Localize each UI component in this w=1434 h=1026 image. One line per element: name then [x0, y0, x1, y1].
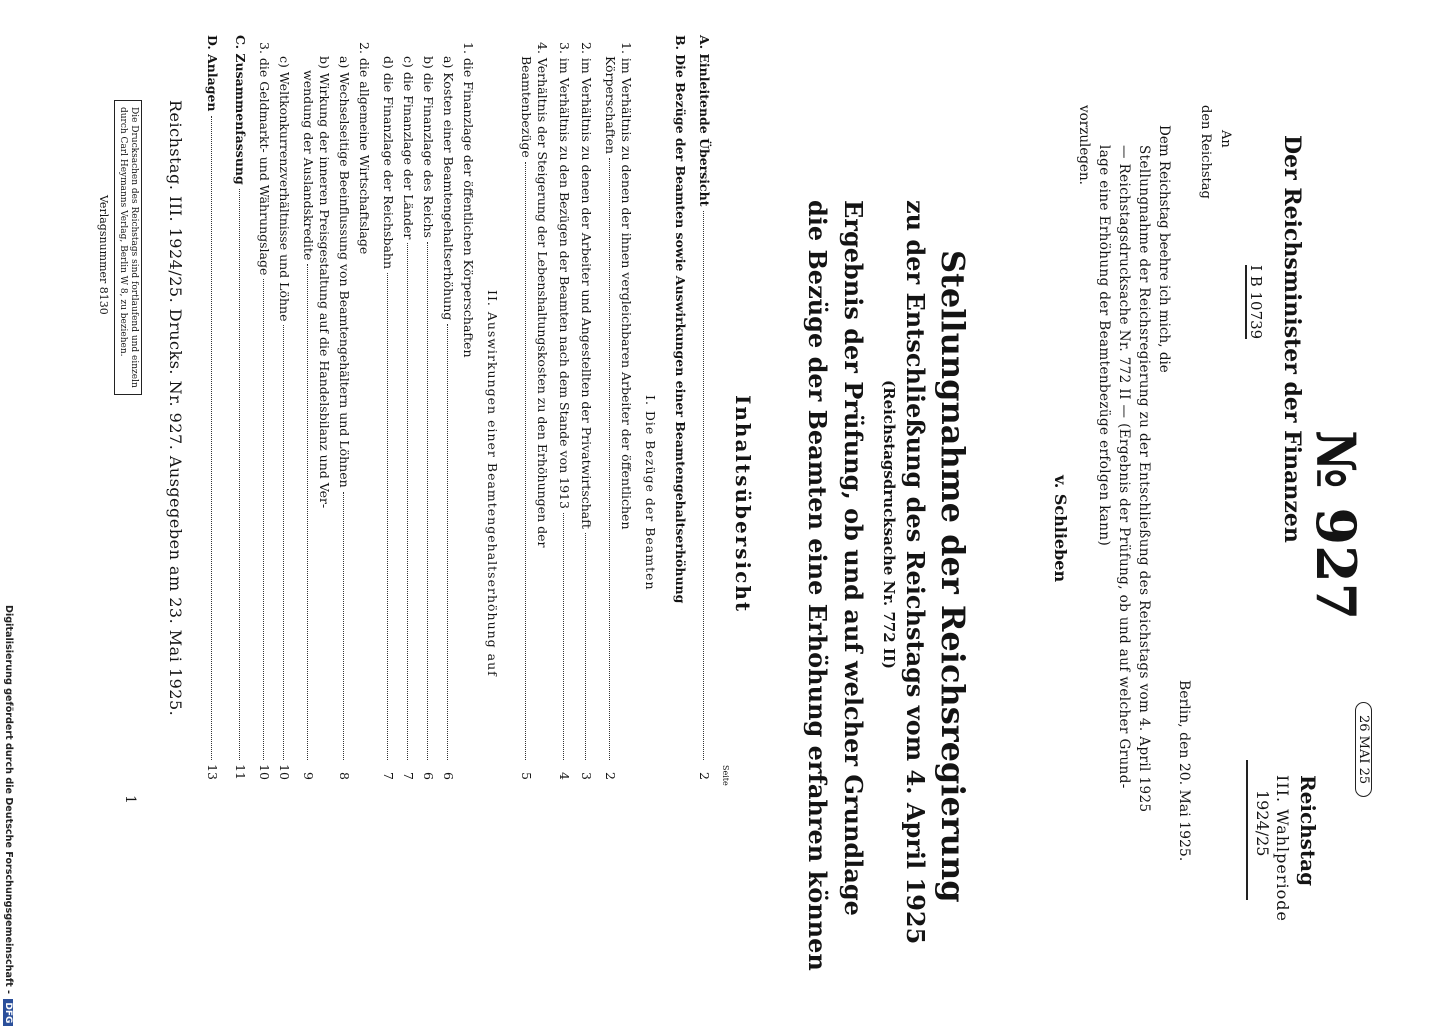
toc-entry-ii1b[interactable] [420, 56, 436, 780]
toc-entry-label: b) die Finanzlage des Reichs [421, 56, 436, 238]
toc-entry-ii2[interactable] [356, 42, 372, 780]
toc-entry-label: D. Anlagen [205, 35, 220, 112]
toc-leader-dots [525, 162, 526, 760]
toc-entry-i3[interactable] [556, 42, 572, 780]
letter-body-line4: lage eine Erhöhung der Beamtenbezüge erfolgen kann) [1096, 145, 1112, 547]
toc-entry-label: C. Zusammenfassung [233, 35, 248, 185]
doc-title-reference: (Reichstagsdrucksache Nr. 772 II) [880, 380, 898, 670]
toc-entry-label: c) die Finanzlage der Länder [401, 56, 416, 240]
toc-page-number: 4 [557, 772, 572, 780]
toc-page-number: 2 [603, 772, 618, 780]
toc-page-number: 5 [519, 772, 534, 780]
toc-entry-label: 1. die Finanzlage der öffentlichen Körperschaften [461, 42, 476, 358]
toc-entry-label: B. Die Bezüge der Beamten sowie Auswirkungen einer Beamtengehaltserhöhung [673, 35, 688, 604]
publication-line: Reichstag. III. 1924/25. Drucks. Nr. 927. Ausgegeben am 23. Mai 1925. [166, 100, 185, 717]
toc-leader-dots [211, 116, 212, 760]
dfg-logo: DFG [3, 999, 13, 1026]
imprint-line2: durch Carl Heymanns Verlag, Berlin W 8, zu beziehen. [118, 107, 128, 357]
toc-leader-dots [239, 189, 240, 760]
letter-body-line1: Dem Reichstag beehre ich mich, die [1156, 125, 1172, 373]
toc-leader-dots [307, 264, 308, 760]
toc-leader-dots [427, 242, 428, 760]
toc-entry-label: b) Wirkung der inneren Preisgestaltung auf die Handelsbilanz und Ver- [317, 56, 332, 509]
toc-entry-d[interactable] [204, 35, 220, 780]
toc-page-number: 7 [401, 772, 416, 780]
toc-entry-i2[interactable] [578, 42, 594, 780]
toc-entry-label-cont: wendung der Auslandskredite [301, 70, 316, 261]
toc-leader-dots [263, 279, 264, 760]
toc-entry-label: 2. die allgemeine Wirtschaftslage [357, 42, 372, 255]
letter-body-line3: — Reichstagsdrucksache Nr. 772 II — (Ergebnis der Prüfung, ob und auf welcher Grund- [1116, 145, 1132, 789]
document-number: № 927 [1304, 430, 1368, 621]
toc-heading: Inhaltsübersicht [731, 395, 755, 614]
toc-entry-label-cont: Körperschaften [603, 56, 618, 154]
addressee-line2: den Reichstag [1198, 105, 1213, 199]
toc-entry-ii1d[interactable] [380, 56, 396, 780]
toc-leader-dots [387, 273, 388, 760]
toc-page-number: 7 [381, 772, 396, 780]
toc-entry-ii1c[interactable] [400, 56, 416, 780]
toc-entry-ii1a[interactable] [440, 56, 456, 780]
toc-leader-dots [563, 513, 564, 760]
toc-leader-dots [407, 243, 408, 760]
toc-entry-label: c) Weltkonkurrenzverhältnisse und Löhne [277, 56, 292, 322]
toc-seite-label: Seite [721, 765, 730, 786]
toc-entry-label: 4. Verhältnis der Steigerung der Lebenshaltungskosten zu den Erhöhungen der [535, 42, 550, 548]
toc-page-number: 11 [233, 764, 248, 780]
toc-entry-ii3[interactable] [256, 42, 272, 780]
toc-page-number: 6 [441, 772, 456, 780]
toc-page-number: 9 [301, 772, 316, 780]
toc-page-number: 10 [257, 764, 272, 780]
toc-entry-c[interactable] [232, 35, 248, 780]
toc-page-number: 2 [697, 772, 712, 780]
toc-entry-label: d) die Finanzlage der Reichsbahn [381, 56, 396, 270]
toc-entry-b[interactable] [672, 35, 688, 780]
doc-title: Stellungnahme der Reichsregierung [934, 250, 972, 903]
toc-entry-label: 1. im Verhältnis zu denen der ihnen vergleichbaren Arbeiter der öffentlichen [619, 42, 634, 530]
toc-leader-dots [343, 492, 344, 760]
toc-page-number: 3 [579, 772, 594, 780]
place-date: Berlin, den 20. Mai 1925. [1176, 680, 1192, 862]
toc-entry-i4[interactable] [518, 42, 550, 780]
dfg-notice-text: Digitalisierung gefördert durch die Deutsche Forschungsgemeinschaft - [3, 605, 14, 995]
toc-page-number: 8 [337, 772, 352, 780]
toc-page-number: 6 [421, 772, 436, 780]
toc-entry-label: a) Kosten einer Beamtengehaltserhöhung [441, 56, 456, 321]
imprint-line1: Die Drucksachen des Reichstags sind fortlaufend und einzeln [129, 107, 139, 388]
toc-entry-label: a) Wechselseitige Beeinflussung von Beamtengehältern und Löhnen [337, 56, 352, 488]
addressee-line1: An [1218, 130, 1233, 148]
signature: v. Schlieben [1051, 475, 1070, 583]
toc-page-number: 13 [205, 764, 220, 780]
letter-body-line2: Stellungnahme der Reichsregierung zu der Entschließung des Reichstags vom 4. April 1925 [1136, 145, 1152, 813]
toc-entry-label: 2. im Verhältnis zu denen der Arbeiter und Angestellten der Privatwirtschaft [579, 42, 594, 529]
period-years: 1924/25 [1253, 790, 1272, 857]
toc-entry-label-cont: Beamtenbezüge [519, 56, 534, 158]
toc-leader-dots [609, 158, 610, 760]
wahlperiode-label: III. Wahlperiode [1273, 775, 1292, 922]
reichstag-label: Reichstag [1296, 775, 1320, 887]
doc-subtitle-line2: die Bezüge der Beamten eine Erhöhung erfahren können [803, 200, 832, 971]
toc-leader-dots [283, 325, 284, 760]
toc-entry-label: A. Einleitende Übersicht [697, 35, 712, 207]
doc-subtitle-line1: Ergebnis der Prüfung, ob und auf welcher Grundlage [839, 200, 868, 916]
ministry-title: Der Reichsminister der Finanzen [1279, 135, 1305, 543]
period-underline [1246, 760, 1248, 900]
toc-entry-ii2b[interactable] [300, 56, 332, 780]
toc-section-1: I. Die Bezüge der Beamten [643, 395, 658, 591]
verlag-number: Verlagsnummer 8130 [97, 195, 110, 315]
page-number: 1 [122, 795, 138, 804]
toc-entry-i1[interactable] [602, 42, 634, 780]
letter-body-line5: vorzulegen. [1076, 105, 1092, 185]
toc-leader-dots [585, 533, 586, 760]
receipt-stamp: 26 MAI 25 [1355, 702, 1372, 797]
ref-number: I B 10739 [1247, 265, 1265, 340]
toc-leader-dots [447, 324, 448, 760]
toc-section-2: II. Auswirkungen einer Beamtengehaltserhöhung auf [485, 290, 500, 677]
toc-entry-ii2a[interactable] [336, 56, 352, 780]
toc-entry-ii1[interactable] [460, 42, 476, 780]
toc-entry-label: 3. die Geldmarkt- und Währungslage [257, 42, 272, 276]
toc-leader-dots [703, 211, 704, 760]
toc-entry-ii2c[interactable] [276, 56, 292, 780]
doc-title-line2: zu der Entschließung des Reichstags vom 4. April 1925 [901, 200, 930, 945]
toc-page-number: 10 [277, 764, 292, 780]
toc-entry-a[interactable] [696, 35, 712, 780]
toc-entry-label: 3. im Verhältnis zu den Bezügen der Beamten nach dem Stande von 1913 [557, 42, 572, 509]
dfg-notice [3, 605, 14, 1026]
imprint-box [114, 100, 142, 395]
